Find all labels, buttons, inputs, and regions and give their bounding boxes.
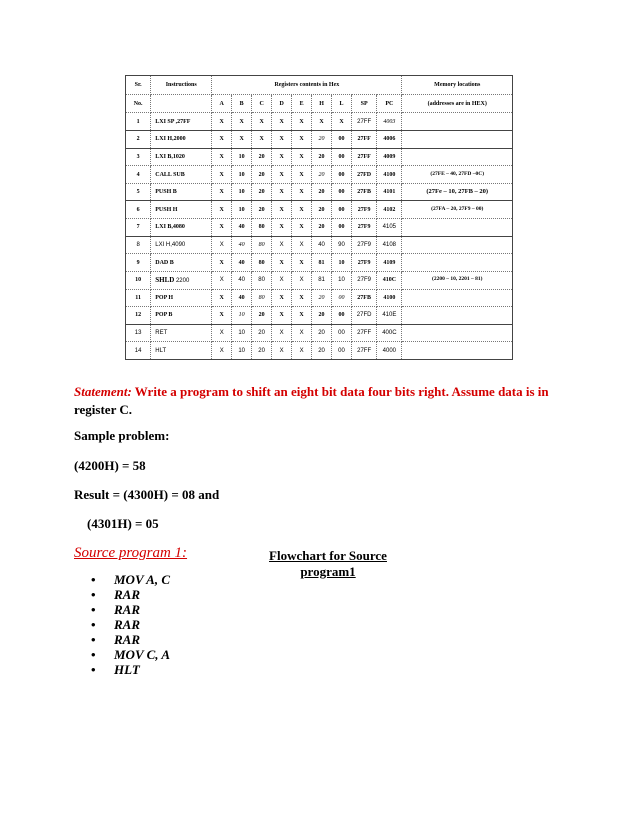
cell-h: 20 xyxy=(312,148,332,166)
cell-instruction: LXI B,1020 xyxy=(151,148,212,166)
cell-no: 10 xyxy=(126,271,151,289)
cell-h: 20 xyxy=(312,201,332,219)
cell-d: X xyxy=(272,254,292,272)
table-row xyxy=(126,148,513,166)
cell-l: 00 xyxy=(332,131,352,149)
cell-e: X xyxy=(292,254,312,272)
cell-a: X xyxy=(212,183,232,201)
cell-b: 40 xyxy=(232,289,252,307)
cell-c: 80 xyxy=(252,271,272,289)
cell-instruction: DAD B xyxy=(151,254,212,272)
cell-d: X xyxy=(272,307,292,325)
cell-memory xyxy=(402,219,513,237)
cell-memory xyxy=(402,236,513,254)
cell-h: 20 xyxy=(312,219,332,237)
table-row xyxy=(126,183,513,201)
table-row xyxy=(126,201,513,219)
cell-sp: 27F9 xyxy=(352,201,377,219)
cell-instruction: HLT xyxy=(151,342,212,360)
cell-a: X xyxy=(212,219,232,237)
cell-b: 40 xyxy=(232,219,252,237)
cell-h: 20 xyxy=(312,183,332,201)
bullet-icon: • xyxy=(91,602,96,617)
cell-d: X xyxy=(272,113,292,131)
cell-e: X xyxy=(292,183,312,201)
cell-no: 14 xyxy=(126,342,151,360)
cell-c: 20 xyxy=(252,166,272,184)
cell-instruction: PUSH B xyxy=(151,183,212,201)
cell-instruction: RET xyxy=(151,324,212,342)
cell-h: 81 xyxy=(312,254,332,272)
source-code-list xyxy=(88,572,170,677)
cell-h: 20 xyxy=(312,342,332,360)
cell-a: X xyxy=(212,271,232,289)
cell-h: 20 xyxy=(312,131,332,149)
cell-sp: 27FF xyxy=(352,113,377,131)
flowchart-heading-line1: Flowchart for Source xyxy=(269,548,387,563)
cell-instruction: LXI H,4090 xyxy=(151,236,212,254)
cell-pc: 4108 xyxy=(377,236,402,254)
statement-label: Statement: xyxy=(74,384,132,399)
cell-c: 80 xyxy=(252,219,272,237)
table-row xyxy=(126,342,513,360)
cell-pc: 4000 xyxy=(377,342,402,360)
cell-no: 5 xyxy=(126,183,151,201)
cell-d: X xyxy=(272,236,292,254)
code-line: HLT xyxy=(114,662,140,677)
cell-pc: 4006 xyxy=(377,131,402,149)
cell-a: X xyxy=(212,236,232,254)
sample-problem-heading: Sample problem: xyxy=(74,428,170,443)
cell-l: 90 xyxy=(332,236,352,254)
cell-sp: 27FB xyxy=(352,183,377,201)
cell-b: 10 xyxy=(232,166,252,184)
cell-instruction: PUSH H xyxy=(151,201,212,219)
cell-sp: 27F9 xyxy=(352,254,377,272)
cell-e: X xyxy=(292,131,312,149)
cell-no: 2 xyxy=(126,131,151,149)
cell-sp: 27FF xyxy=(352,342,377,360)
cell-no: 12 xyxy=(126,307,151,325)
cell-no: 11 xyxy=(126,289,151,307)
cell-h: 81 xyxy=(312,271,332,289)
cell-pc: 4100 xyxy=(377,289,402,307)
cell-l: 00 xyxy=(332,219,352,237)
cell-pc: 410C xyxy=(377,271,402,289)
cell-c: 20 xyxy=(252,148,272,166)
cell-sp: 27FD xyxy=(352,307,377,325)
cell-instruction: LXI B,4080 xyxy=(151,219,212,237)
cell-instruction: LXI SP ,27FF xyxy=(151,113,212,131)
bullet-icon: • xyxy=(91,572,96,587)
table-row xyxy=(126,236,513,254)
cell-memory: (27FE – 40, 27FD –0C) xyxy=(402,166,513,184)
cell-l: 00 xyxy=(332,148,352,166)
cell-d: X xyxy=(272,166,292,184)
cell-sp: 27FF xyxy=(352,324,377,342)
cell-e: X xyxy=(292,324,312,342)
cell-l: 00 xyxy=(332,289,352,307)
cell-no: 4 xyxy=(126,166,151,184)
cell-memory xyxy=(402,307,513,325)
cell-a: X xyxy=(212,324,232,342)
code-line: RAR xyxy=(114,632,141,647)
cell-memory: (27Fe – 10, 27FB – 20) xyxy=(402,183,513,201)
sample-result-2: (4301H) = 05 xyxy=(87,516,159,531)
cell-pc: 400C xyxy=(377,324,402,342)
cell-b: 40 xyxy=(232,254,252,272)
cell-instruction xyxy=(151,271,212,289)
cell-c: 80 xyxy=(252,236,272,254)
bullet-icon: • xyxy=(91,617,96,632)
cell-pc: 4100 xyxy=(377,166,402,184)
cell-b: 40 xyxy=(232,236,252,254)
cell-c: 20 xyxy=(252,183,272,201)
cell-d: X xyxy=(272,183,292,201)
cell-sp: 27F9 xyxy=(352,219,377,237)
header-memory-sub: (addresses are in HEX) xyxy=(402,94,513,113)
bullet-icon: • xyxy=(91,662,96,677)
cell-no: 7 xyxy=(126,219,151,237)
cell-a: X xyxy=(212,254,232,272)
cell-sp: 27F9 xyxy=(352,236,377,254)
cell-a: X xyxy=(212,131,232,149)
cell-c: 80 xyxy=(252,254,272,272)
cell-h: 20 xyxy=(312,289,332,307)
cell-memory xyxy=(402,148,513,166)
header-memory: Memory locations xyxy=(402,76,513,95)
cell-pc: 4109 xyxy=(377,254,402,272)
list-item xyxy=(88,647,170,662)
list-item xyxy=(88,632,170,647)
list-item xyxy=(88,617,170,632)
cell-memory: (27FA – 20, 27F9 – 00) xyxy=(402,201,513,219)
cell-l: 00 xyxy=(332,307,352,325)
cell-c: 80 xyxy=(252,289,272,307)
cell-d: X xyxy=(272,201,292,219)
cell-sp: 27FB xyxy=(352,289,377,307)
shld-mnemonic: SHLD xyxy=(155,275,175,284)
cell-no: 1 xyxy=(126,113,151,131)
cell-a: X xyxy=(212,289,232,307)
cell-memory xyxy=(402,131,513,149)
cell-b: X xyxy=(232,113,252,131)
cell-h: X xyxy=(312,113,332,131)
cell-e: X xyxy=(292,113,312,131)
cell-e: X xyxy=(292,166,312,184)
code-line: MOV C, A xyxy=(114,647,170,662)
cell-d: X xyxy=(272,324,292,342)
statement-text-continued: register C. xyxy=(74,402,132,417)
cell-pc: 4102 xyxy=(377,201,402,219)
cell-no: 6 xyxy=(126,201,151,219)
cell-pc: 4009 xyxy=(377,148,402,166)
cell-l: 00 xyxy=(332,342,352,360)
cell-a: X xyxy=(212,342,232,360)
code-line: RAR xyxy=(114,587,141,602)
cell-l: X xyxy=(332,113,352,131)
cell-b: 40 xyxy=(232,271,252,289)
cell-d: X xyxy=(272,131,292,149)
cell-a: X xyxy=(212,148,232,166)
cell-b: 10 xyxy=(232,307,252,325)
cell-no: 9 xyxy=(126,254,151,272)
cell-pc: 4105 xyxy=(377,219,402,237)
code-line: RAR xyxy=(114,617,141,632)
register-table-image xyxy=(125,75,513,360)
cell-a: X xyxy=(212,201,232,219)
cell-memory: (2200 – 10, 2201 – 81) xyxy=(402,271,513,289)
cell-e: X xyxy=(292,219,312,237)
cell-e: X xyxy=(292,236,312,254)
header-col-sp: SP xyxy=(352,94,377,113)
cell-e: X xyxy=(292,307,312,325)
cell-e: X xyxy=(292,289,312,307)
sample-result-1: Result = (4300H) = 08 and xyxy=(74,487,220,502)
cell-instruction: LXI H,2000 xyxy=(151,131,212,149)
register-contents-table xyxy=(125,75,513,360)
cell-d: X xyxy=(272,148,292,166)
bullet-icon: • xyxy=(91,632,96,647)
cell-no: 13 xyxy=(126,324,151,342)
cell-a: X xyxy=(212,113,232,131)
header-col-h: H xyxy=(312,94,332,113)
cell-l: 00 xyxy=(332,324,352,342)
cell-sp: 27FF xyxy=(352,131,377,149)
flowchart-heading-line2: program1 xyxy=(300,564,356,579)
cell-memory xyxy=(402,342,513,360)
flowchart-heading xyxy=(263,548,393,580)
list-item xyxy=(88,602,170,617)
list-item xyxy=(88,572,170,587)
cell-c: X xyxy=(252,113,272,131)
cell-pc: 4101 xyxy=(377,183,402,201)
table-row xyxy=(126,271,513,289)
cell-d: X xyxy=(272,271,292,289)
header-col-e: E xyxy=(292,94,312,113)
cell-instruction: POP H xyxy=(151,289,212,307)
cell-a: X xyxy=(212,166,232,184)
cell-c: 20 xyxy=(252,324,272,342)
cell-b: 10 xyxy=(232,201,252,219)
cell-l: 00 xyxy=(332,166,352,184)
cell-e: X xyxy=(292,201,312,219)
cell-h: 20 xyxy=(312,324,332,342)
cell-d: X xyxy=(272,342,292,360)
cell-d: X xyxy=(272,219,292,237)
header-col-a: A xyxy=(212,94,232,113)
cell-l: 00 xyxy=(332,201,352,219)
cell-a: X xyxy=(212,307,232,325)
table-row xyxy=(126,289,513,307)
cell-no: 8 xyxy=(126,236,151,254)
shld-operand: 2200 xyxy=(174,277,190,284)
code-line: MOV A, C xyxy=(114,572,170,587)
statement-text: Write a program to shift an eight bit data four bits right. Assume data is in xyxy=(131,384,549,399)
cell-memory xyxy=(402,324,513,342)
cell-h: 20 xyxy=(312,166,332,184)
cell-b: 10 xyxy=(232,324,252,342)
cell-c: 20 xyxy=(252,201,272,219)
table-row xyxy=(126,113,513,131)
header-no: No. xyxy=(126,94,151,113)
cell-memory xyxy=(402,289,513,307)
header-col-c: C xyxy=(252,94,272,113)
header-col-b: B xyxy=(232,94,252,113)
list-item xyxy=(88,587,170,602)
code-line: RAR xyxy=(114,602,141,617)
cell-b: 10 xyxy=(232,342,252,360)
cell-sp: 27FD xyxy=(352,166,377,184)
cell-instruction: CALL SUB xyxy=(151,166,212,184)
cell-l: 10 xyxy=(332,254,352,272)
header-blank xyxy=(151,94,212,113)
cell-pc: 4003 xyxy=(377,113,402,131)
cell-h: 20 xyxy=(312,307,332,325)
cell-memory xyxy=(402,113,513,131)
table-row xyxy=(126,324,513,342)
header-col-d: D xyxy=(272,94,292,113)
table-row xyxy=(126,307,513,325)
cell-e: X xyxy=(292,271,312,289)
table-row xyxy=(126,131,513,149)
cell-e: X xyxy=(292,148,312,166)
cell-instruction: POP B xyxy=(151,307,212,325)
problem-statement xyxy=(74,383,564,419)
cell-b: 10 xyxy=(232,148,252,166)
list-item xyxy=(88,662,170,677)
table-row xyxy=(126,219,513,237)
header-col-l: L xyxy=(332,94,352,113)
cell-h: 40 xyxy=(312,236,332,254)
cell-c: X xyxy=(252,131,272,149)
cell-no: 3 xyxy=(126,148,151,166)
cell-l: 10 xyxy=(332,271,352,289)
cell-sp: 27F9 xyxy=(352,271,377,289)
cell-c: 20 xyxy=(252,342,272,360)
header-instructions: Instructions xyxy=(151,76,212,95)
header-sr: Sr. xyxy=(126,76,151,95)
bullet-icon: • xyxy=(91,587,96,602)
cell-sp: 27FF xyxy=(352,148,377,166)
cell-b: 10 xyxy=(232,183,252,201)
bullet-icon: • xyxy=(91,647,96,662)
cell-memory xyxy=(402,254,513,272)
table-row xyxy=(126,254,513,272)
header-col-pc: PC xyxy=(377,94,402,113)
cell-d: X xyxy=(272,289,292,307)
cell-c: 20 xyxy=(252,307,272,325)
source-program-heading: Source program 1: xyxy=(74,545,188,561)
header-registers: Registers contents in Hex xyxy=(212,76,402,95)
sample-input: (4200H) = 58 xyxy=(74,458,146,473)
cell-b: X xyxy=(232,131,252,149)
cell-e: X xyxy=(292,342,312,360)
table-row xyxy=(126,166,513,184)
cell-pc: 410E xyxy=(377,307,402,325)
cell-l: 00 xyxy=(332,183,352,201)
